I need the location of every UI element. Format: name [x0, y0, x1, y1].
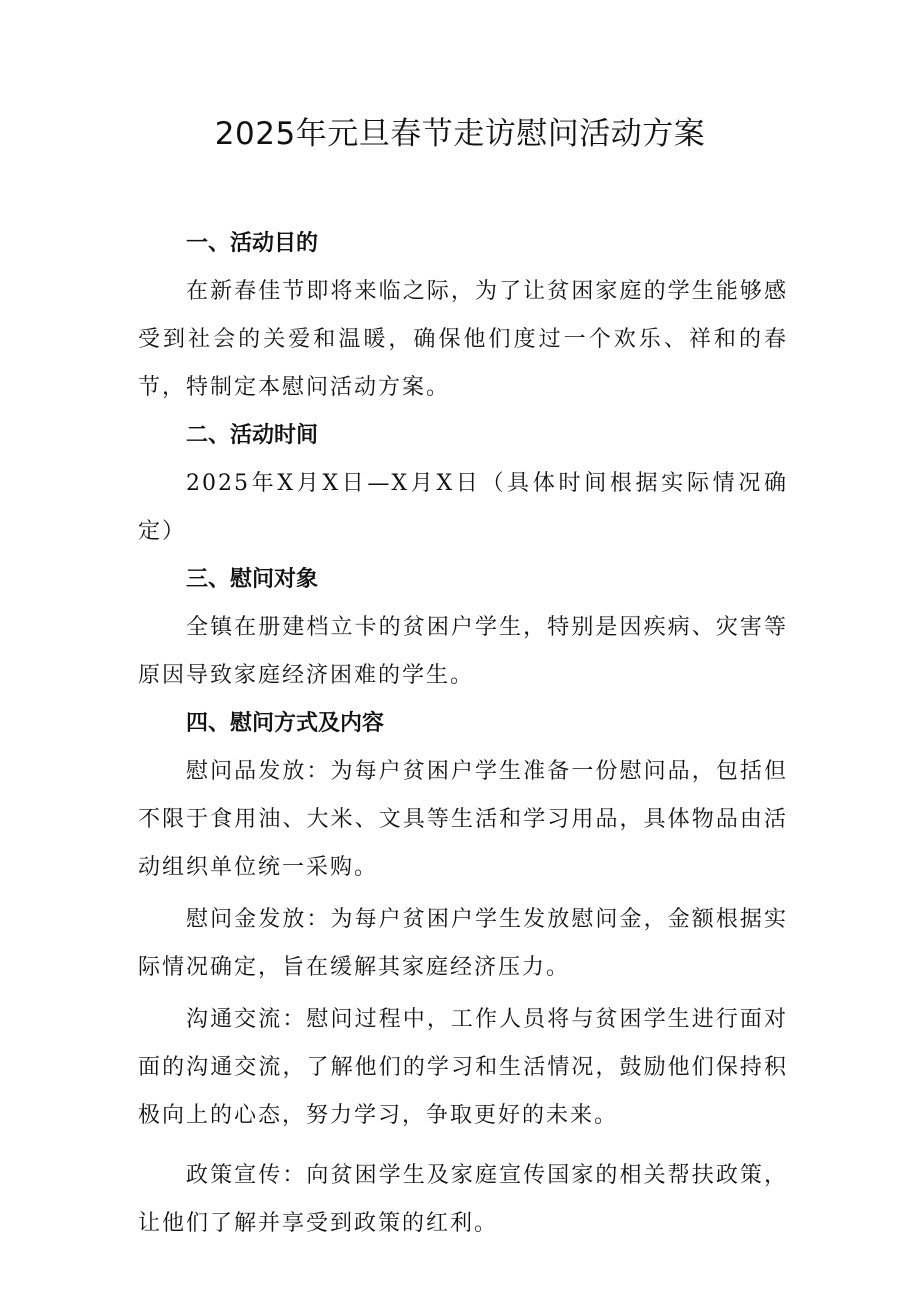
section-paragraph-cash: 慰问金发放：为每户贫困户学生发放慰问金，金额根据实际情况确定，旨在缓解其家庭经济压力。 [138, 907, 788, 980]
section-paragraph-gifts: 慰问品发放：为每户贫困户学生准备一份慰问品，包括但不限于食用油、大米、文具等生活和学习用品，具体物品由活动组织单位统一采购。 [138, 759, 788, 880]
section-heading-purpose: 一、活动目的 [186, 231, 319, 256]
section-paragraph-purpose: 在新春佳节即将来临之际，为了让贫困家庭的学生能够感受到社会的关爱和温暖，确保他们度过一个欢乐、祥和的春节，特制定本慰问活动方案。 [138, 279, 788, 400]
section-paragraph-communication: 沟通交流：慰问过程中，工作人员将与贫困学生进行面对面的沟通交流，了解他们的学习和生活情况，鼓励他们保持积极向上的心态，努力学习，争取更好的未来。 [138, 1007, 788, 1128]
section-paragraph-recipients: 全镇在册建档立卡的贫困户学生，特别是因疾病、灾害等原因导致家庭经济困难的学生。 [138, 615, 788, 688]
paragraph-gap [138, 1140, 788, 1152]
document-body [138, 220, 788, 1248]
section-heading-recipients: 三、慰问对象 [186, 567, 319, 592]
section-paragraph-policy: 政策宣传：向贫困学生及家庭宣传国家的相关帮扶政策，让他们了解并享受到政策的红利。 [138, 1163, 788, 1236]
document-title: 2025年元旦春节走访慰问活动方案 [214, 116, 706, 152]
section-heading-methods: 四、慰问方式及内容 [186, 711, 385, 736]
section-heading-time: 二、活动时间 [186, 423, 319, 448]
section-paragraph-time: 2025年X月X日—X月X日（具体时间根据实际情况确定） [138, 471, 788, 544]
